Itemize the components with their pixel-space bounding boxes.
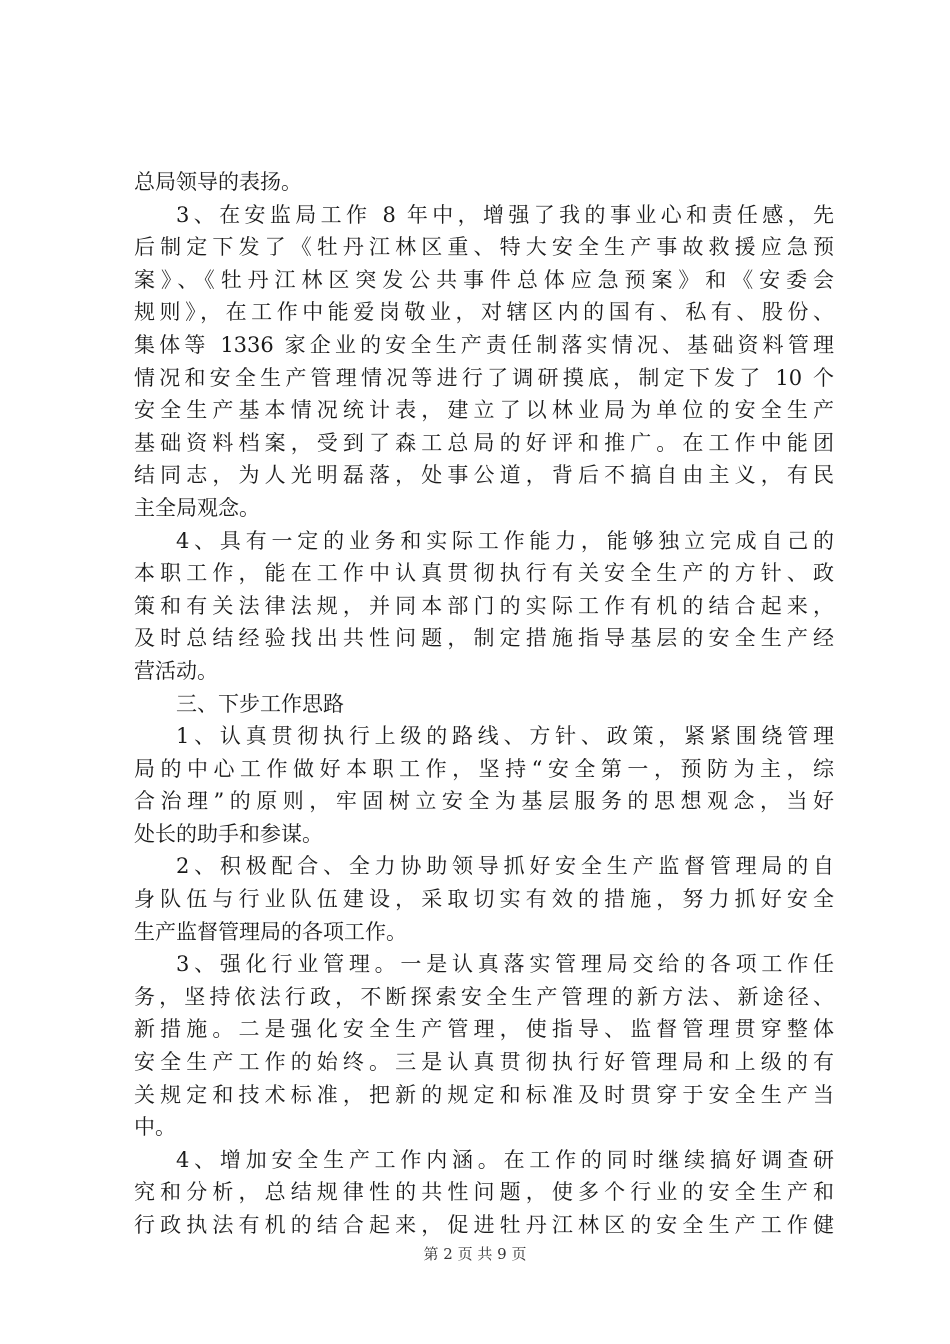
text-line: 案》、《牡丹江林区突发公共事件总体应急预案》和《安委会 bbox=[134, 267, 834, 292]
text-line: 总局领导的表扬。 bbox=[134, 170, 302, 194]
text-line: 关规定和技术标准，把新的规定和标准及时贯穿于安全生产当 bbox=[134, 1082, 834, 1107]
text-line: 3、强化行业管理。一是认真落实管理局交给的各项工作任 bbox=[176, 952, 834, 977]
text-line: 后制定下发了《牡丹江林区重、特大安全生产事故救援应急预 bbox=[134, 235, 834, 260]
text-line: 本职工作，能在工作中认真贯彻执行有关安全生产的方针、政 bbox=[134, 561, 834, 586]
text-line: 结同志，为人光明磊落，处事公道，背后不搞自由主义，有民 bbox=[134, 463, 834, 488]
text-line: 合治理”的原则，牢固树立安全为基层服务的思想观念，当好 bbox=[134, 789, 834, 814]
text-line: 规则》，在工作中能爱岗敬业，对辖区内的国有、私有、股份、 bbox=[134, 300, 834, 325]
document-body bbox=[134, 166, 834, 1242]
text-line: 中。 bbox=[134, 1115, 176, 1140]
text-line: 身队伍与行业队伍建设，采取切实有效的措施，努力抓好安全 bbox=[134, 887, 834, 912]
text-line: 及时总结经验找出共性问题，制定措施指导基层的安全生产经 bbox=[134, 626, 834, 651]
text-line: 营活动。 bbox=[134, 658, 218, 683]
text-line: 2、积极配合、全力协助领导抓好安全生产监督管理局的自 bbox=[176, 854, 834, 879]
text-line: 生产监督管理局的各项工作。 bbox=[134, 919, 407, 944]
text-line: 务，坚持依法行政，不断探索安全生产管理的新方法、新途径、 bbox=[134, 984, 834, 1009]
text-line: 情况和安全生产管理情况等进行了调研摸底，制定下发了 10 个 bbox=[134, 365, 834, 390]
text-line: 集体等 1336 家企业的安全生产责任制落实情况、基础资料管理 bbox=[134, 332, 834, 357]
text-line: 安全生产基本情况统计表，建立了以林业局为单位的安全生产 bbox=[134, 398, 834, 423]
text-line: 主全局观念。 bbox=[134, 495, 260, 520]
text-line: 1、认真贯彻执行上级的路线、方针、政策，紧紧围绕管理 bbox=[176, 724, 834, 749]
text-line: 3、在安监局工作 8 年中，增强了我的事业心和责任感，先 bbox=[176, 202, 834, 227]
text-line: 4、增加安全生产工作内涵。在工作的同时继续搞好调查研 bbox=[176, 1147, 834, 1172]
text-line: 处长的助手和参谋。 bbox=[134, 821, 323, 846]
page-footer: 第 2 页 共 9 页 bbox=[423, 1245, 527, 1263]
text-line: 安全生产工作的始终。三是认真贯彻执行好管理局和上级的有 bbox=[134, 1050, 834, 1075]
text-line: 策和有关法律法规，并同本部门的实际工作有机的结合起来， bbox=[134, 593, 834, 618]
text-line: 4、具有一定的业务和实际工作能力，能够独立完成自己的 bbox=[176, 528, 834, 553]
text-line: 新措施。二是强化安全生产管理，使指导、监督管理贯穿整体 bbox=[134, 1017, 834, 1042]
text-line: 基础资料档案，受到了森工总局的好评和推广。在工作中能团 bbox=[134, 430, 834, 455]
text-line: 究和分析，总结规律性的共性问题，使多个行业的安全生产和 bbox=[134, 1180, 834, 1205]
text-line: 局的中心工作做好本职工作，坚持“安全第一，预防为主，综 bbox=[134, 756, 834, 781]
text-line: 三、下步工作思路 bbox=[176, 691, 344, 716]
text-line: 行政执法有机的结合起来，促进牡丹江林区的安全生产工作健 bbox=[134, 1213, 834, 1237]
